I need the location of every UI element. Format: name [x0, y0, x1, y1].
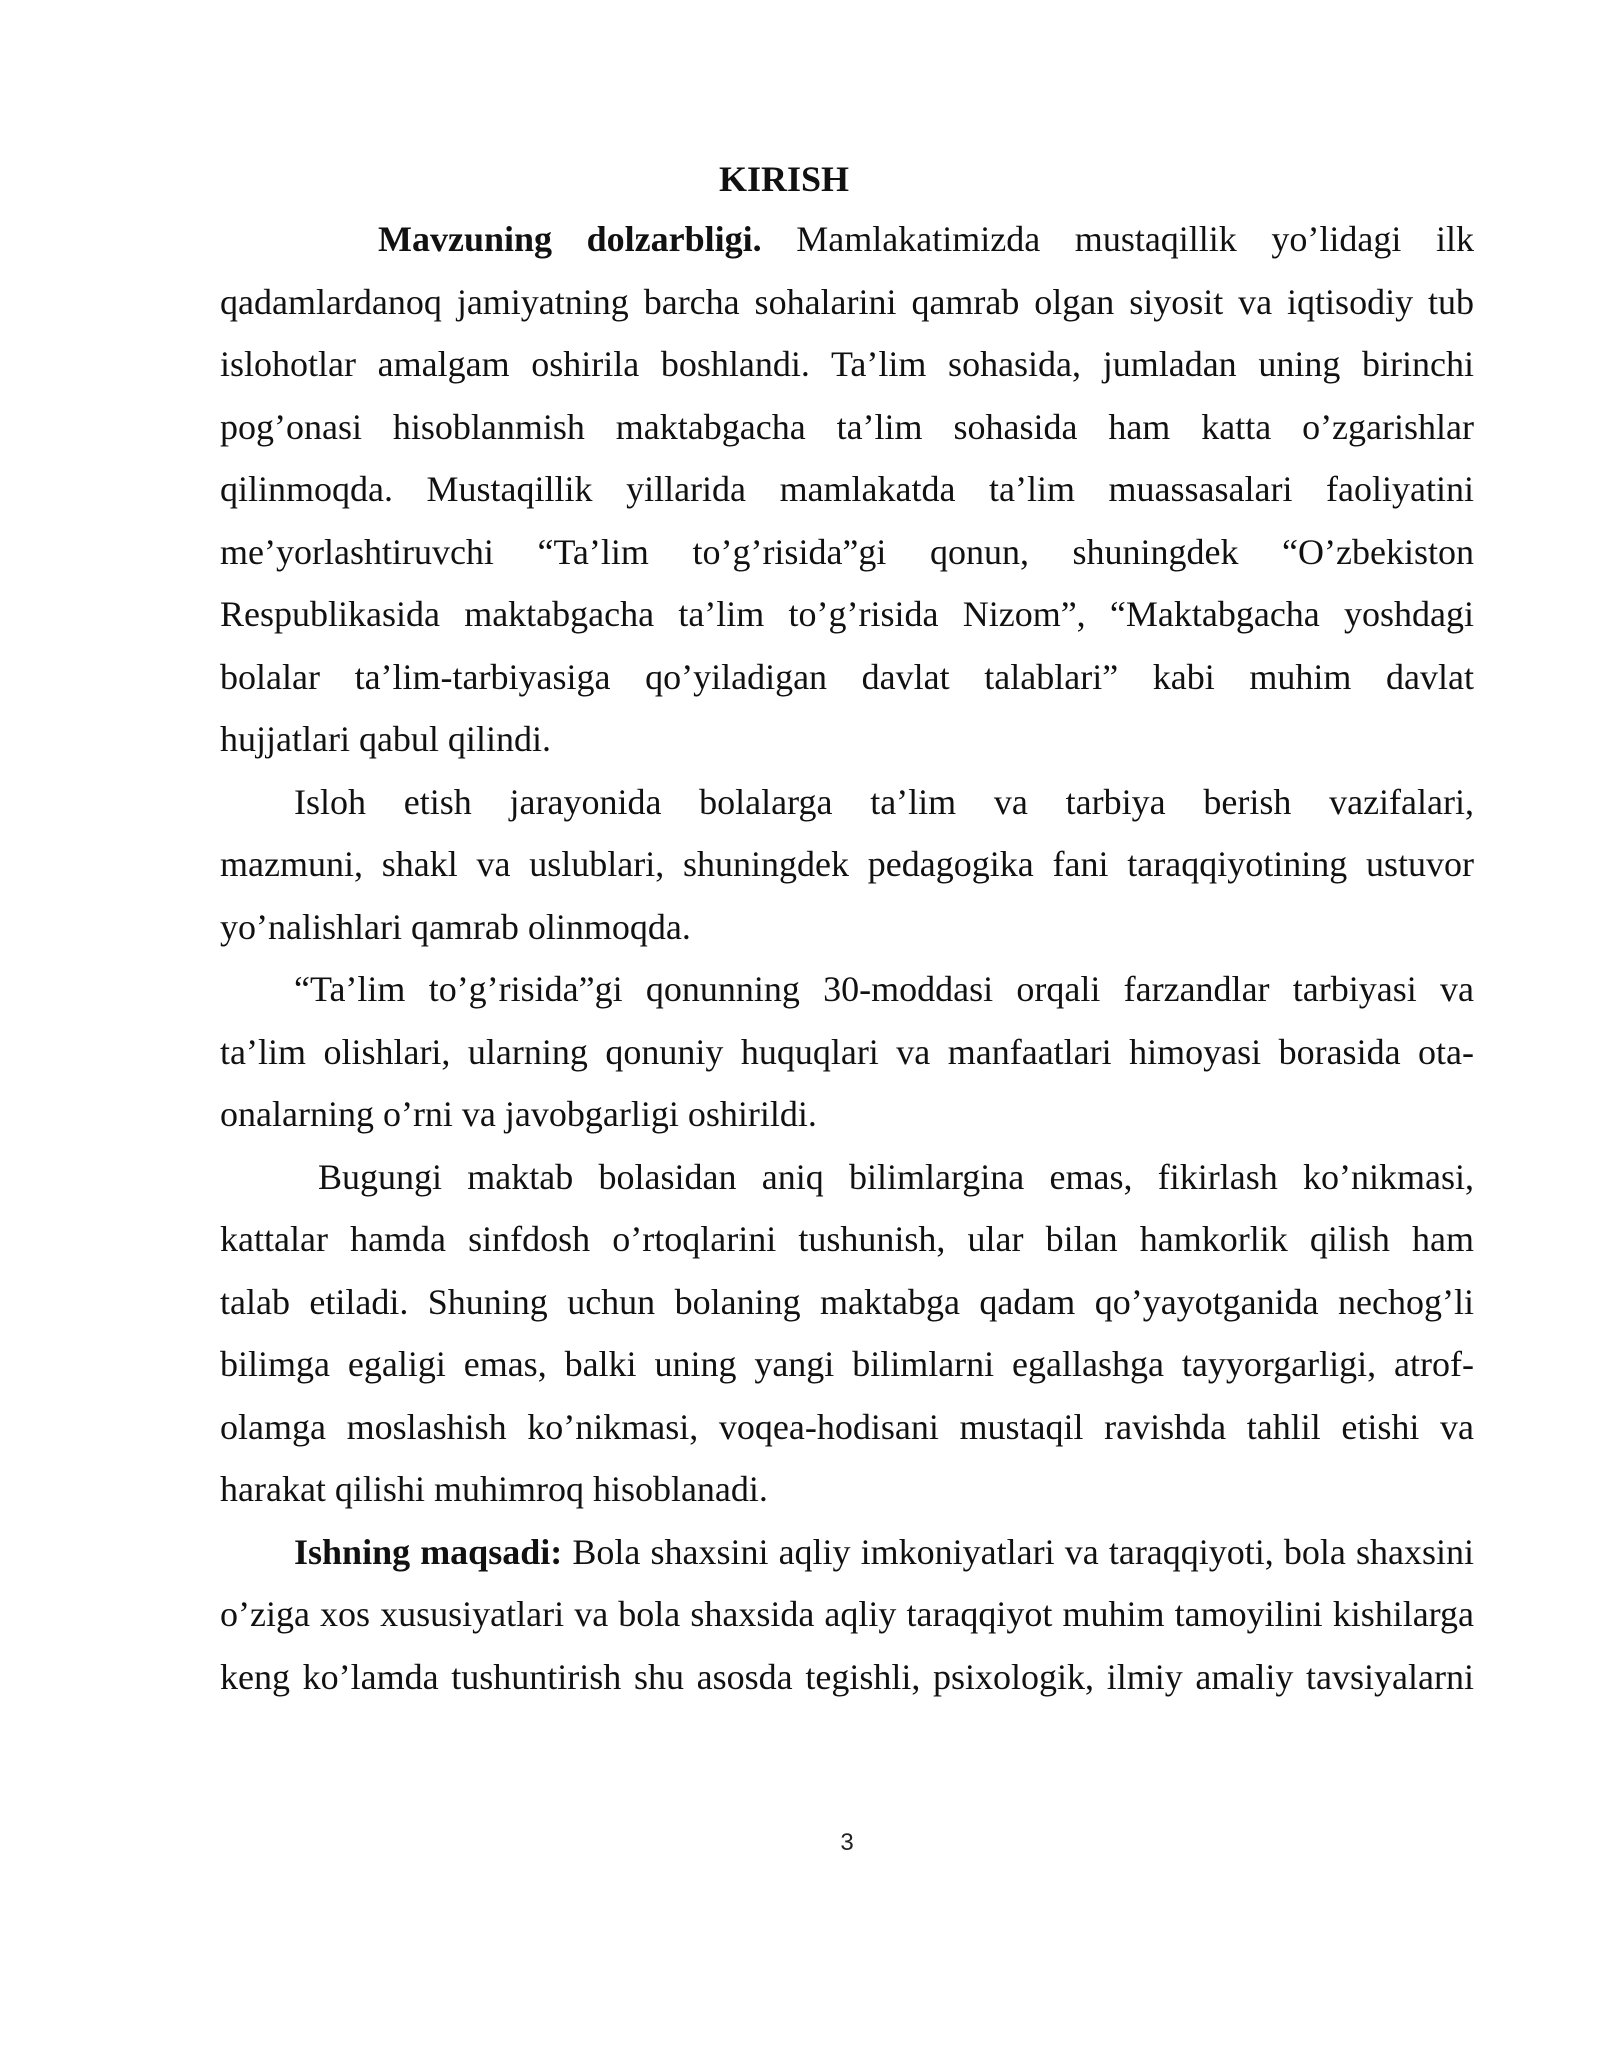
- text-line: hujjatlari qabul qilindi.: [220, 719, 551, 759]
- text-line-content: Bola shaxsini aqliy imkoniyatlari va taraqqiyoti, bola shaxsini: [572, 1531, 1474, 1572]
- text-line: yo’nalishlari qamrab olinmoqda.: [220, 906, 691, 947]
- text-line: harakat qilishi muhimroq hisoblanadi.: [220, 1469, 768, 1509]
- text-line: islohotlar amalgam oshirila boshlandi. Ta’lim sohasida, jumladan uning birinchi: [220, 344, 1474, 384]
- text-line: Bugungi maktab bolasidan aniq bilimlargina emas, fikirlash ko’nikmasi,: [318, 1156, 1474, 1197]
- text-line: Isloh etish jarayonida bolalarga ta’lim va tarbiya berish vazifalari,: [294, 781, 1474, 822]
- text-line: qilinmoqda. Mustaqillik yillarida mamlakatda ta’lim muassasalari faoliyatini: [220, 469, 1474, 509]
- text-line: mazmuni, shakl va uslublari, shuningdek pedagogika fani taraqqiyotining ustuvor: [220, 844, 1474, 884]
- text-line: “Ta’lim to’g’risida”gi qonunning 30-moddasi orqali farzandlar tarbiyasi va: [294, 969, 1474, 1009]
- text-line: Respublikasida maktabgacha ta’lim to’g’risida Nizom”, “Maktabgacha yoshdagi: [220, 594, 1474, 634]
- paragraph-research-goal: [220, 1521, 1474, 1709]
- text-line: me’yorlashtiruvchi “Ta’lim to’g’risida”gi qonun, shuningdek “O’zbekiston: [220, 531, 1474, 572]
- text-line: o’ziga xos xususiyatlari va bola shaxsida aqliy taraqqiyot muhim tamoyilini kishilarga: [220, 1594, 1474, 1634]
- text-line: pog’onasi hisoblanmish maktabgacha ta’lim sohasida ham katta o’zgarishlar: [220, 406, 1474, 447]
- text-line: kattalar hamda sinfdosh o’rtoqlarini tushunish, ular bilan hamkorlik qilish ham: [220, 1219, 1474, 1259]
- text-line: keng ko’lamda tushuntirish shu asosda tegishli, psixologik, ilmiy amaliy tavsiyalarni: [220, 1656, 1474, 1697]
- paragraph-topic-relevance: [220, 208, 1474, 771]
- text-line: bilimga egaligi emas, balki uning yangi bilimlarni egallashga tayyorgarligi, atrof-: [220, 1344, 1474, 1384]
- text-line: onalarning o’rni va javobgarligi oshirildi.: [220, 1094, 817, 1134]
- text-line: qadamlardanoq jamiyatning barcha sohalarini qamrab olgan siyosit va iqtisodiy tub: [220, 281, 1474, 322]
- text-line: talab etiladi. Shuning uchun bolaning maktabga qadam qo’yayotganida nechog’li: [220, 1281, 1474, 1322]
- text-line: olamga moslashish ko’nikmasi, voqea-hodisani mustaqil ravishda tahlil etishi va: [220, 1406, 1474, 1447]
- paragraph-lead: Mavzuning dolzarbligi.: [378, 219, 762, 259]
- document-body: [220, 208, 1474, 1708]
- paragraph-reform: [220, 771, 1474, 959]
- paragraph-education-law: [220, 958, 1474, 1146]
- paragraph-school-readiness: [220, 1146, 1474, 1521]
- text-line-content: Mamlakatimizda mustaqillik yo’lidagi ilk: [796, 219, 1474, 259]
- page-title: KIRISH: [719, 159, 850, 199]
- paragraph-lead: Ishning maqsadi:: [294, 1531, 563, 1572]
- page-number: 3: [840, 1829, 854, 1856]
- text-line: [220, 208, 1474, 271]
- text-line: bolalar ta’lim-tarbiyasiga qo’yiladigan davlat talablari” kabi muhim davlat: [220, 656, 1474, 697]
- text-line: [220, 1521, 1474, 1584]
- text-line: ta’lim olishlari, ularning qonuniy huquqlari va manfaatlari himoyasi borasida ota-: [220, 1031, 1474, 1072]
